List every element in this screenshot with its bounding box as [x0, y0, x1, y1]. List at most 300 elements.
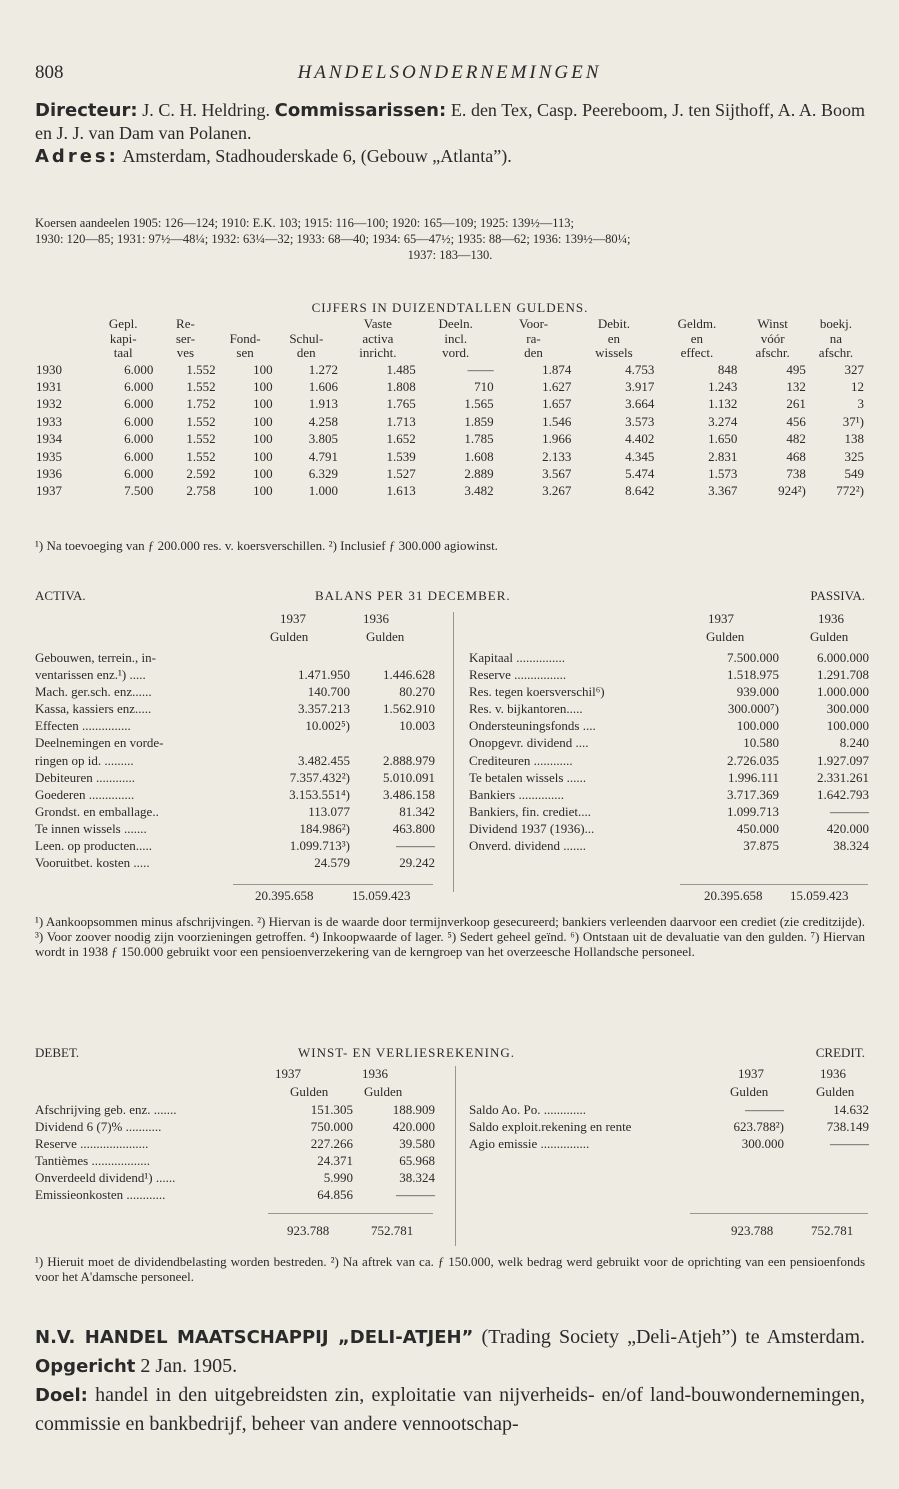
debet-label: Emissieonkosten ............: [35, 1187, 166, 1203]
debet-value: 151.305: [310, 1102, 353, 1117]
passiva-label: Res. v. bijkantoren.....: [469, 701, 583, 717]
debet-value: 227.266: [310, 1136, 353, 1152]
passiva-value: 300.000⁷): [727, 701, 779, 717]
figures-header-cell: afschr.: [755, 345, 790, 360]
credit-value: 623.788²): [733, 1119, 784, 1135]
figures-header-cell: en: [607, 330, 621, 346]
pl-left-total-rule: [268, 1213, 433, 1214]
figures-cell: 6.000: [124, 431, 154, 447]
passiva-value: ———: [830, 803, 869, 819]
figures-header-cell: Gepl.: [108, 316, 138, 331]
activa-label: Vooruitbet. kosten .....: [35, 855, 150, 871]
credit-value: ———: [830, 1136, 869, 1152]
debet-value: 420.000: [392, 1119, 435, 1135]
activa-value: 3.153.551⁴): [289, 786, 350, 802]
figures-cell: 6.000: [124, 448, 154, 464]
passiva-row: [469, 717, 869, 734]
figures-cell: 2.592: [186, 465, 216, 481]
activa-label: Te innen wissels .......: [35, 820, 147, 836]
passiva-row: [469, 820, 869, 837]
passiva-row: [469, 683, 869, 700]
activa-total-1936: 15.059.423: [352, 888, 411, 903]
figures-cell: 1.613: [386, 483, 416, 499]
figures-row: [35, 448, 865, 465]
activa-value: 81.342: [399, 803, 435, 819]
activa-row: [35, 717, 435, 734]
balance-divider: [453, 612, 454, 892]
pl-left-unit2: Gulden: [364, 1084, 403, 1099]
figures-cell: 6.000: [124, 465, 154, 481]
activa-value: 10.003: [399, 718, 435, 734]
figures-header-row: [35, 332, 865, 347]
credit-row: [469, 1135, 869, 1152]
debet-value: 65.968: [399, 1153, 435, 1169]
debet-row: [35, 1101, 435, 1118]
figures-header-row: [35, 346, 865, 361]
figures-cell: 3.482: [464, 483, 494, 499]
debet-value: 5.990: [323, 1170, 353, 1186]
activa-value: 29.242: [399, 855, 435, 871]
passiva-value: 2.726.035: [727, 752, 779, 768]
activa-label: Gebouwen, terrein., in-: [35, 650, 156, 665]
activa-label: Deelnemingen en vorde-: [35, 735, 164, 751]
credit-label: Saldo exploit.rekening en rente: [469, 1119, 632, 1135]
figures-header-cell: [35, 346, 92, 361]
credit-value: 738.149: [826, 1119, 869, 1135]
figures-year-cell: 1936: [36, 465, 62, 481]
figures-year-cell: 1937: [36, 483, 62, 499]
figures-cell: 1.000: [308, 483, 338, 499]
activa-row: [35, 786, 435, 803]
figures-year-cell: 1935: [36, 448, 62, 464]
credit-table: [469, 1101, 869, 1152]
debet-label: Tantièmes ..................: [35, 1153, 150, 1169]
figures-cell: 1.243: [708, 378, 738, 394]
figures-header-cell: ra-: [526, 330, 541, 346]
passiva-row: [469, 666, 869, 683]
figures-header-cell: boekj.: [819, 316, 853, 331]
share-prices-line-3: 1937: 183—130.: [407, 248, 493, 262]
figures-header-cell: [35, 332, 92, 347]
pl-left-year2: 1936: [362, 1066, 388, 1081]
activa-value: 2.888.979: [383, 752, 435, 768]
credit-label: Agio emissie ...............: [469, 1136, 590, 1152]
debet-value: 38.324: [399, 1170, 435, 1186]
running-title: HANDELSONDERNEMINGEN: [297, 62, 602, 83]
debet-row: [35, 1186, 435, 1203]
figures-cell: 100: [253, 413, 273, 429]
figures-table: [35, 317, 865, 500]
balance-left-year2: 1936: [363, 611, 389, 626]
debet-label: Reserve .....................: [35, 1136, 149, 1152]
commissioners-label: Commissarissen:: [274, 100, 447, 121]
figures-year-cell: 1932: [36, 396, 62, 412]
passiva-value: 1.927.097: [817, 752, 869, 768]
activa-row: [35, 854, 435, 871]
passiva-label: Kapitaal ...............: [469, 650, 566, 665]
figures-header-cell: en: [690, 330, 704, 346]
director-label: Directeur:: [35, 100, 138, 121]
balance-left-total-rule: [233, 884, 433, 885]
passiva-row: [469, 752, 869, 769]
figures-header-cell: Deeln.: [438, 316, 473, 331]
page-number: 808: [35, 62, 64, 83]
figures-row: [35, 378, 865, 395]
figures-header-cell: activa: [362, 330, 394, 346]
credit-total-1937: 923.788: [731, 1223, 774, 1238]
activa-row: [35, 752, 435, 769]
figures-cell: 6.000: [124, 396, 154, 412]
figures-cell: 132: [786, 378, 806, 394]
figures-cell: 3.805: [308, 431, 338, 447]
figures-cell: 1.485: [386, 361, 416, 377]
passiva-row: [469, 837, 869, 854]
figures-cell: 37¹): [842, 413, 864, 429]
figures-cell: 6.000: [124, 378, 154, 394]
share-prices-line-2: 1930: 120—85; 1931: 97½—48¼; 1932: 63¼—32; 1933: 68—40; 1934: 65—47½; 1935: 88—62; 1936: 139½—80¼;: [35, 232, 631, 246]
figures-header-cell: Schul-: [289, 330, 324, 346]
figures-header-cell: wissels: [595, 345, 633, 360]
figures-cell: 848: [717, 361, 738, 377]
passiva-label: Res. tegen koersverschil⁶): [469, 684, 605, 700]
figures-cell: 456: [786, 413, 806, 429]
passiva-row: [469, 786, 869, 803]
figures-cell: 1.859: [464, 413, 494, 429]
figures-header-cell: [217, 317, 274, 332]
figures-cell: 12: [851, 378, 864, 394]
debet-value: ———: [396, 1187, 435, 1203]
passiva-row: [469, 769, 869, 786]
balance-right-year2: 1936: [818, 611, 844, 626]
balance-left-unit2: Gulden: [366, 629, 405, 644]
passiva-row: [469, 700, 869, 717]
passiva-row: [469, 649, 869, 666]
figures-cell: 6.000: [124, 413, 154, 429]
passiva-row: [469, 803, 869, 820]
figures-header-cell: Fond-: [229, 330, 261, 346]
figures-cell: 1.713: [386, 413, 416, 429]
share-prices: [35, 215, 865, 263]
credit-row: [469, 1118, 869, 1135]
figures-header-cell: Winst: [757, 316, 788, 331]
figures-year-cell: 1933: [36, 413, 62, 429]
figures-row: [35, 413, 865, 430]
activa-value: 1.099.713³): [289, 838, 350, 854]
activa-value: [350, 649, 435, 666]
pl-debet-title: DEBET.: [35, 1045, 80, 1060]
figures-cell: 1.132: [708, 396, 738, 412]
figures-table-block: [35, 300, 865, 500]
debet-label: Afschrijving geb. enz. .......: [35, 1102, 177, 1117]
figures-table-title: CIJFERS IN DUIZENDTALLEN GULDENS.: [311, 300, 589, 315]
figures-footnote: ¹) Na toevoeging van ƒ 200.000 res. v. koersverschillen. ²) Inclusief ƒ 300.000 agiowinst.: [35, 538, 498, 553]
activa-value: 7.357.432²): [289, 769, 350, 785]
figures-cell: 6.000: [124, 361, 154, 377]
balance-left-year1: 1937: [280, 611, 306, 626]
passiva-value: 10.580: [743, 735, 779, 751]
credit-label: Saldo Ao. Po. .............: [469, 1102, 587, 1117]
debet-value: 39.580: [399, 1136, 435, 1152]
passiva-value: 939.000: [736, 684, 779, 700]
passiva-value: 100.000: [736, 718, 779, 734]
figures-cell: 3.917: [625, 378, 655, 394]
pl-credit-title: CREDIT.: [815, 1045, 865, 1060]
figures-header-cell: Re-: [176, 316, 195, 331]
figures-header-cell: kapi-: [109, 330, 137, 346]
figures-cell: 1.546: [542, 413, 572, 429]
figures-header-cell: inricht.: [359, 345, 397, 360]
debet-row: [35, 1152, 435, 1169]
activa-row: [35, 649, 435, 666]
figures-cell: 4.791: [308, 448, 338, 464]
debet-value: 64.856: [317, 1187, 353, 1203]
passiva-label: Te betalen wissels ......: [469, 769, 587, 785]
activa-value: 463.800: [392, 820, 435, 836]
purpose-value: handel in den uitgebreidsten zin, exploitatie van nijverheids- en/of land-bouwondernemingen, commissie en bankbedrijf, beheer van andere vennootschap-: [35, 1384, 865, 1435]
figures-cell: 3.567: [542, 465, 572, 481]
figures-cell: 1.874: [542, 361, 572, 377]
figures-header-cell: den: [524, 345, 543, 360]
figures-cell: 738: [786, 465, 806, 481]
activa-value: 113.077: [308, 803, 350, 819]
figures-cell: 1.565: [464, 396, 494, 412]
figures-header-cell: vord.: [442, 345, 470, 360]
figures-cell: 3.367: [708, 483, 738, 499]
figures-cell: 100: [253, 448, 273, 464]
activa-label: Goederen ..............: [35, 786, 135, 802]
passiva-label: Dividend 1937 (1936)...: [469, 820, 595, 836]
passiva-value: 2.331.261: [817, 769, 869, 785]
figures-cell: 1.657: [542, 396, 572, 412]
passiva-value: 300.000: [826, 701, 869, 717]
passiva-value: 7.500.000: [727, 650, 779, 665]
figures-cell: 100: [253, 396, 273, 412]
passiva-value: 450.000: [736, 820, 779, 836]
figures-cell: 100: [253, 483, 273, 499]
figures-year-cell: 1930: [36, 361, 62, 377]
figures-cell: 3.664: [625, 396, 655, 412]
debet-value: 24.371: [317, 1153, 353, 1169]
balance-left-unit1: Gulden: [270, 629, 309, 644]
figures-header-cell: Voor-: [518, 316, 549, 331]
figures-cell: 1.652: [386, 431, 416, 447]
pl-footnote: ¹) Hieruit moet de dividendbelasting worden bestreden. ²) Na aftrek van ca. ƒ 150.000, welk bedrag werd gebruikt voor de oprichting van een pensioenfonds voor het A'damsche personeel.: [35, 1254, 865, 1284]
figures-cell: 3.267: [542, 483, 572, 499]
activa-value: 140.700: [307, 684, 350, 700]
activa-value: 3.482.455: [298, 752, 350, 768]
figures-cell: 100: [253, 431, 273, 447]
credit-value: 14.632: [833, 1102, 869, 1117]
figures-header-cell: vóór: [760, 330, 785, 346]
figures-cell: 1.808: [386, 378, 416, 394]
credit-total-1936: 752.781: [811, 1223, 854, 1238]
credit-row: [469, 1101, 869, 1118]
passiva-value: 1.996.111: [727, 769, 779, 785]
figures-cell: 710: [474, 378, 494, 394]
figures-header-cell: taal: [113, 345, 133, 360]
activa-label: ventarissen enz.¹) .....: [35, 667, 146, 683]
passiva-label: Onopgevr. dividend ....: [469, 735, 589, 751]
activa-value: [263, 734, 350, 751]
figures-cell: 1.552: [186, 448, 216, 464]
figures-cell: 1.913: [308, 396, 338, 412]
figures-cell: 327: [844, 361, 864, 377]
activa-value: 80.270: [399, 684, 435, 700]
figures-row: [35, 482, 865, 499]
management-block: [35, 99, 865, 145]
debet-row: [35, 1135, 435, 1152]
passiva-value: 1.642.793: [817, 786, 869, 802]
activa-total-1937: 20.395.658: [255, 888, 314, 903]
activa-row: [35, 769, 435, 786]
debet-row: [35, 1118, 435, 1135]
next-company-name-rest: (Trading Society „Deli-Atjeh”) te Amsterdam.: [481, 1326, 865, 1348]
activa-row: [35, 666, 435, 683]
figures-cell: 924²): [778, 483, 806, 499]
credit-value: ———: [745, 1102, 784, 1117]
balance-activa-title: ACTIVA.: [35, 588, 86, 603]
passiva-value: 8.240: [839, 735, 869, 751]
activa-value: 1.562.910: [383, 701, 435, 717]
debet-total-1937: 923.788: [287, 1223, 330, 1238]
figures-year-cell: 1931: [36, 378, 62, 394]
figures-cell: 2.758: [186, 483, 216, 499]
figures-cell: 468: [786, 448, 806, 464]
activa-value: 10.002⁵): [305, 718, 350, 734]
director-value: J. C. H. Heldring.: [142, 100, 271, 120]
passiva-value: 1.518.975: [727, 667, 779, 683]
figures-header-cell: ser-: [175, 330, 196, 346]
figures-cell: 772²): [836, 483, 864, 499]
activa-label: Grondst. en emballage..: [35, 803, 159, 819]
figures-header-cell: den: [296, 345, 316, 360]
passiva-label: Bankiers ..............: [469, 786, 564, 802]
balance-right-year1: 1937: [708, 611, 734, 626]
figures-cell: 4.345: [625, 448, 655, 464]
pl-title: WINST- EN VERLIESREKENING.: [298, 1045, 516, 1060]
figures-year-cell: 1934: [36, 431, 62, 447]
activa-value: 3.357.213: [298, 701, 350, 717]
figures-cell: 482: [786, 431, 806, 447]
figures-cell: 3.573: [625, 413, 655, 429]
figures-header-cell: Vaste: [363, 316, 392, 331]
address-label: Adres:: [35, 146, 119, 167]
passiva-total-1936: 15.059.423: [790, 888, 849, 903]
figures-cell: 2.889: [464, 465, 494, 481]
activa-row: [35, 820, 435, 837]
activa-value: [263, 649, 350, 666]
debet-value: 188.909: [392, 1102, 435, 1117]
figures-cell: ——: [467, 361, 494, 377]
debet-label: Dividend 6 (7)% ...........: [35, 1119, 162, 1135]
figures-cell: 1.966: [542, 431, 572, 447]
figures-cell: 1.552: [186, 431, 216, 447]
figures-cell: 1.552: [186, 378, 216, 394]
figures-header-cell: ves: [176, 345, 195, 360]
figures-row: [35, 430, 865, 447]
activa-table: [35, 649, 435, 871]
figures-cell: 1.608: [464, 448, 494, 464]
balance-footnote: ¹) Aankoopsommen minus afschrijvingen. ²) Hiervan is de waarde door termijnverkoop gesecureerd; bankiers verleenden daarvoor een crediet (zie creditzijde). ³) Voor zoover noodig zijn voorzieningen getroffen. ⁴) Inkoopwaarde of lager. ⁵) Sedert geheel geïnd. ⁶) Ontstaan uit de devaluatie van den gulden. ⁷) Hiervan wordt in 1938 ƒ 150.000 gebruikt voor een pensioenverzekering van de kerngroep van het overzeesche Hollandsche personeel.: [35, 914, 865, 959]
debet-total-1936: 752.781: [371, 1223, 414, 1238]
passiva-row: [469, 734, 869, 751]
commissioners-value: E. den Tex, Casp. Peereboom, J. ten Sijthoff, A. A. Boom en J. J. van Dam van Polanen.: [35, 100, 866, 143]
pl-right-year1: 1937: [738, 1066, 764, 1081]
pl-right-year2: 1936: [820, 1066, 846, 1081]
passiva-label: Reserve ................: [469, 667, 567, 683]
pl-right-total-rule: [690, 1213, 868, 1214]
activa-value: 24.579: [314, 855, 350, 871]
debet-value: 750.000: [310, 1119, 353, 1135]
passiva-value: 3.717.369: [727, 786, 779, 802]
figures-header-cell: incl.: [444, 330, 468, 346]
figures-header-cell: na: [829, 330, 843, 346]
activa-row: [35, 837, 435, 854]
passiva-value: 38.324: [833, 838, 869, 854]
figures-cell: 1.765: [386, 396, 416, 412]
passiva-value: 37.875: [743, 838, 779, 854]
figures-header-cell: [35, 317, 92, 332]
share-prices-line-1: Koersen aandeelen 1905: 126—124; 1910: E.K. 103; 1915: 116—100; 1920: 165—109; 1925: 139½—113;: [35, 216, 574, 230]
activa-value: 3.486.158: [383, 786, 435, 802]
passiva-value: 1.000.000: [817, 684, 869, 700]
purpose-label: Doel:: [35, 1385, 88, 1406]
figures-cell: 1.272: [308, 361, 338, 377]
figures-cell: 1.552: [186, 413, 216, 429]
passiva-value: 1.099.713: [727, 803, 779, 819]
address-line: [35, 145, 865, 168]
activa-label: Mach. ger.sch. enz......: [35, 684, 152, 700]
figures-cell: 8.642: [625, 483, 655, 499]
activa-label: ringen op id. .........: [35, 752, 134, 768]
figures-cell: 1.752: [186, 396, 216, 412]
figures-cell: 100: [253, 361, 273, 377]
figures-header-cell: Geldm.: [677, 316, 717, 331]
figures-header-cell: sen: [236, 345, 254, 360]
figures-cell: 2.831: [708, 448, 738, 464]
activa-row: [35, 683, 435, 700]
next-company-entry: [35, 1323, 865, 1438]
pl-left-unit1: Gulden: [290, 1084, 329, 1099]
passiva-label: Bankiers, fin. crediet....: [469, 803, 592, 819]
activa-label: Debiteuren ............: [35, 769, 136, 785]
figures-cell: 1.539: [386, 448, 416, 464]
balance-right-unit1: Gulden: [706, 629, 745, 644]
figures-cell: 1.606: [308, 378, 338, 394]
figures-cell: 3.274: [708, 413, 738, 429]
pl-left-year1: 1937: [275, 1066, 301, 1081]
activa-row: [35, 734, 435, 751]
figures-cell: 7.500: [124, 483, 154, 499]
activa-label: Effecten ...............: [35, 718, 131, 734]
figures-cell: 100: [253, 465, 273, 481]
passiva-table: [469, 649, 869, 854]
activa-row: [35, 803, 435, 820]
balance-title: BALANS PER 31 DECEMBER.: [315, 588, 511, 603]
debet-label: Onverdeeld dividend¹) ......: [35, 1170, 176, 1186]
figures-cell: 495: [786, 361, 806, 377]
pl-right-unit1: Gulden: [730, 1084, 769, 1099]
figures-cell: 3: [857, 396, 864, 412]
figures-row: [35, 465, 865, 482]
figures-cell: 549: [844, 465, 864, 481]
activa-value: 184.986²): [299, 820, 350, 836]
balance-passiva-title: PASSIVA.: [810, 588, 865, 603]
figures-cell: 325: [844, 448, 864, 464]
founded-value: 2 Jan. 1905.: [140, 1355, 238, 1377]
activa-value: 5.010.091: [383, 769, 435, 785]
debet-table: [35, 1101, 435, 1204]
